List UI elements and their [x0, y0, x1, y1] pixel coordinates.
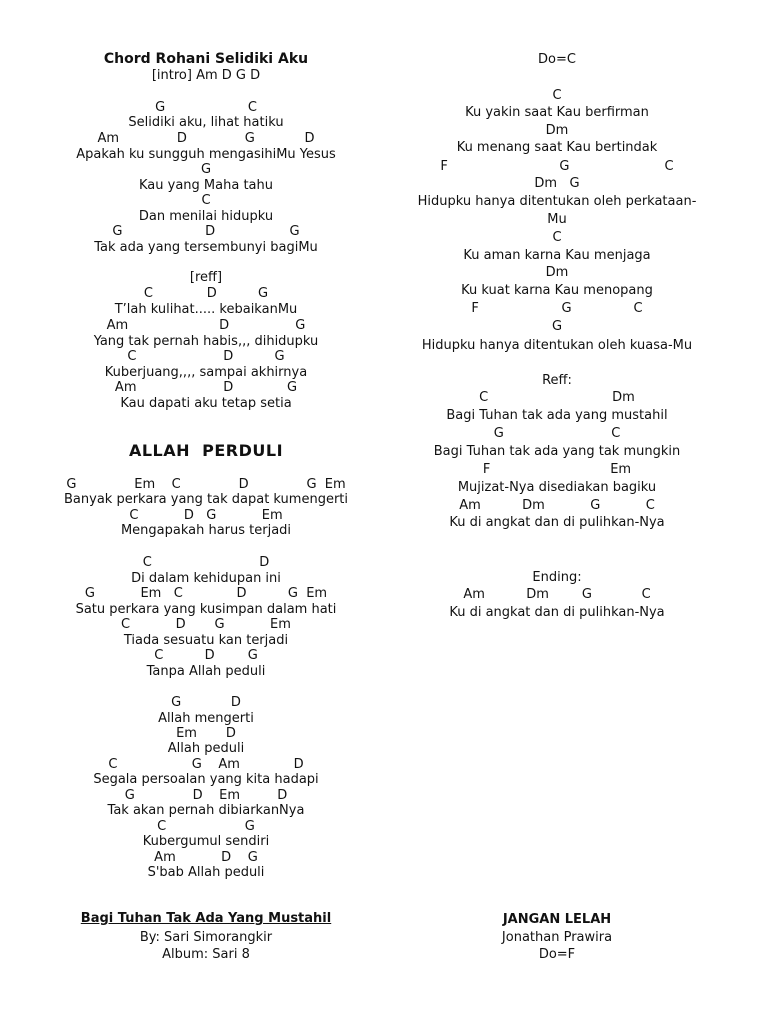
chord-line: C D	[142, 555, 270, 570]
chord-line: C	[201, 193, 211, 208]
lyric-line: Satu perkara yang kusimpan dalam hati	[75, 602, 337, 617]
lyric-line: Yang tak pernah habis,,, dihidupku	[93, 334, 319, 349]
right-column	[392, 0, 722, 1024]
lyric-line: Tak ada yang tersembunyi bagiMu	[94, 240, 318, 255]
chord-line: C	[552, 230, 562, 245]
song4-key: Do=F	[538, 947, 576, 962]
chord-line: G	[200, 162, 212, 177]
lyric-line: Hidupku hanya ditentukan oleh perkataan-	[417, 194, 697, 209]
lyric-line: Ku di angkat dan di pulihkan-Nya	[449, 515, 665, 530]
chord-line: C Dm	[479, 390, 635, 405]
lyric-line: Ku kuat karna Kau menopang	[461, 283, 653, 298]
lyric-line: Selidiki aku, lihat hatiku	[128, 115, 284, 130]
chord-line: C D G Em	[121, 617, 291, 632]
song3-title: Bagi Tuhan Tak Ada Yang Mustahil	[80, 911, 332, 926]
song4-artist: Jonathan Prawira	[501, 930, 613, 945]
song1-intro: [intro] Am D G D	[151, 68, 261, 83]
chord-line: G D Em D	[124, 788, 288, 803]
ending-label: Ending:	[532, 570, 582, 585]
lyric-line: Tak akan pernah dibiarkanNya	[107, 803, 305, 818]
lyric-line: Ku aman karna Kau menjaga	[463, 248, 651, 263]
song3-by: By: Sari Simorangkir	[139, 930, 273, 945]
lyric-line: Kau yang Maha tahu	[139, 178, 273, 193]
chord-line: Am D G D	[97, 131, 315, 146]
chord-line: G Em C D G Em	[66, 477, 346, 492]
lyric-line: Segala persoalan yang kita hadapi	[93, 772, 319, 787]
key-label: Do=C	[538, 52, 576, 67]
song2-title: ALLAH PERDULI	[128, 441, 284, 460]
lyric-line: Ku yakin saat Kau berfirman	[465, 105, 649, 120]
chord-line: C D G	[154, 648, 258, 663]
song1-title: Chord Rohani Selidiki Aku	[103, 51, 309, 67]
lyric-line: Di dalam kehidupan ini	[131, 571, 281, 586]
lyric-line: Kubergumul sendiri	[142, 834, 270, 849]
chord-line: C D G	[143, 286, 269, 301]
chord-line: C G Am D	[108, 757, 304, 772]
lyric-line: Ku menang saat Kau bertindak	[456, 140, 658, 155]
chord-line: Dm	[545, 265, 569, 280]
lyric-line: Hidupku hanya ditentukan oleh kuasa-Mu	[421, 338, 693, 353]
chord-line: Am Dm G C	[463, 587, 651, 602]
left-column	[14, 0, 398, 1024]
chord-line: Em D	[176, 726, 236, 741]
chord-line: G D	[171, 695, 241, 710]
chord-line: G Em C D G Em	[84, 586, 328, 601]
lyric-line: Apakah ku sungguh mengasihiMu Yesus	[76, 147, 336, 162]
chord-line: G	[551, 319, 563, 334]
chord-line: C	[552, 88, 562, 103]
chord-line: G C	[493, 426, 621, 441]
lyric-line: Tiada sesuatu kan terjadi	[123, 633, 289, 648]
lyric-line: Mu	[547, 212, 567, 227]
lyric-line: Kau dapati aku tetap setia	[120, 396, 292, 411]
chord-line: Am Dm G C	[459, 498, 655, 513]
chord-line: C G	[157, 819, 255, 834]
chord-line: Dm	[545, 123, 569, 138]
chord-line: F G C	[471, 301, 643, 316]
lyric-line: Tanpa Allah peduli	[146, 664, 266, 679]
chord-line: F G C	[440, 159, 674, 174]
reff-label: Reff:	[542, 373, 572, 388]
chord-line: G C	[155, 100, 257, 115]
chord-line: Am D G	[154, 850, 258, 865]
chord-line: F Em	[482, 462, 632, 477]
chord-line: Dm G	[534, 176, 580, 191]
lyric-line: Ku di angkat dan di pulihkan-Nya	[449, 605, 665, 620]
song3-album: Album: Sari 8	[162, 947, 250, 962]
lyric-line: Banyak perkara yang tak dapat kumengerti	[64, 492, 348, 507]
lyric-line: Allah peduli	[167, 741, 245, 756]
song4-title: JANGAN LELAH	[502, 912, 612, 927]
chord-line: Am D G	[106, 318, 306, 333]
lyric-line: Bagi Tuhan tak ada yang mustahil	[446, 408, 668, 423]
chord-line: C D G	[127, 349, 285, 364]
lyric-line: Dan menilai hidupku	[138, 209, 274, 224]
chord-line: G D G	[112, 224, 300, 239]
lyric-line: T’lah kulihat..... kebaikanMu	[114, 302, 298, 317]
lyric-line: Mengapakah harus terjadi	[120, 523, 292, 538]
lyric-line: Mujizat-Nya disediakan bagiku	[457, 480, 657, 495]
reff-label: [reff]	[189, 270, 223, 285]
lyric-line: Kuberjuang,,,, sampai akhirnya	[104, 365, 308, 380]
lyric-line: Bagi Tuhan tak ada yang tak mungkin	[433, 444, 681, 459]
lyric-line: Allah mengerti	[158, 711, 254, 726]
chord-line: C D G Em	[129, 508, 283, 523]
lyric-line: S'bab Allah peduli	[147, 865, 265, 880]
chord-line: Am D G	[114, 380, 298, 395]
